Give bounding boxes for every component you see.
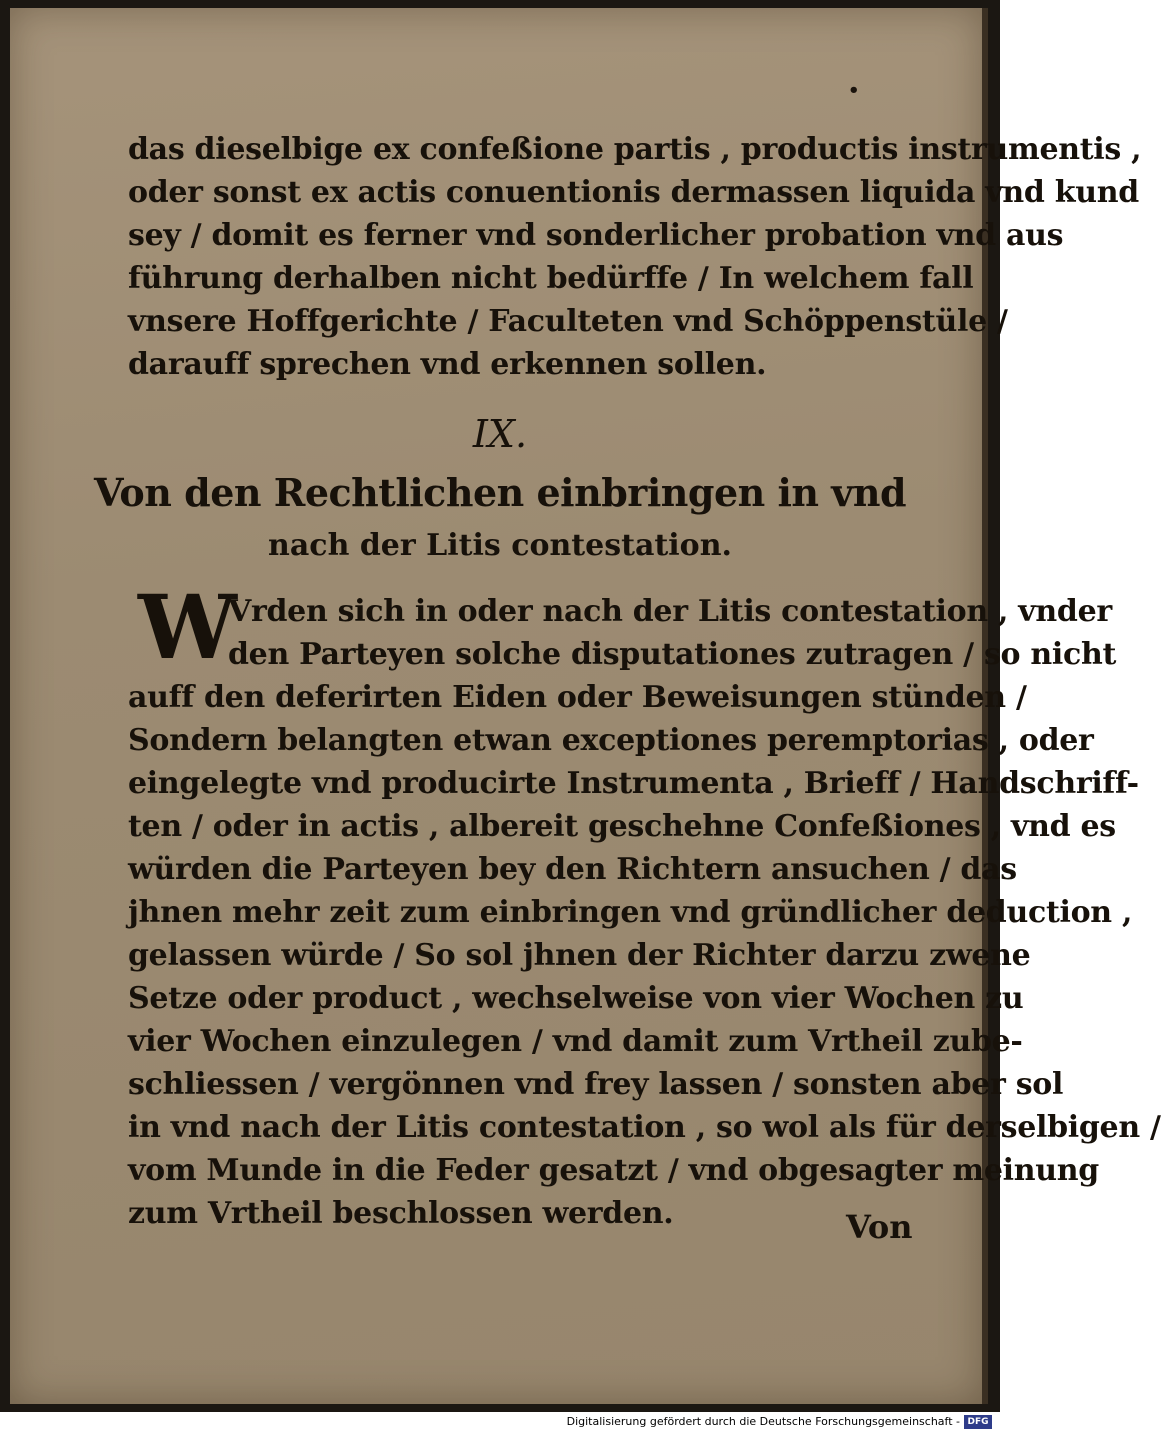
text-line: vnsere Hoffgerichte / Faculteten vnd Schöppenstüle /: [128, 304, 1008, 339]
top-paragraph: [128, 128, 1142, 386]
text-line: führung derhalben nicht bedürffe / In welchem fall: [128, 261, 974, 296]
text-line: gelassen würde / So sol jhnen der Richter darzu zwene: [128, 938, 1031, 973]
text-line: den Parteyen solche disputationes zutragen / so nicht: [228, 637, 1117, 672]
text-line: schliessen / vergönnen vnd frey lassen / sonsten aber sol: [128, 1067, 1064, 1102]
text-line: sey / domit es ferner vnd sonderlicher probation vnd aus: [128, 218, 1064, 253]
dfg-logo: DFG: [964, 1415, 992, 1429]
chapter-heading: Von den Rechtlichen einbringen in vnd: [93, 470, 907, 515]
chapter-heading-subline: nach der Litis contestation.: [268, 528, 732, 563]
catchword: Von: [846, 1208, 913, 1246]
text-line: Setze oder product , wechselweise von vier Wochen zu: [128, 981, 1024, 1016]
text-line: auff den deferirten Eiden oder Beweisungen stünden /: [128, 680, 1027, 715]
text-line: oder sonst ex actis conuentionis dermassen liquida vnd kund: [128, 175, 1139, 210]
funding-credit: Digitalisierung gefördert durch die Deutsche Forschungsgemeinschaft -: [566, 1415, 960, 1428]
main-paragraph: [128, 590, 1161, 1235]
text-line: Sondern belangten etwan exceptiones peremptorias , oder: [128, 723, 1094, 758]
chapter-number: IX.: [472, 412, 528, 456]
page-mark: •: [848, 80, 860, 101]
text-line: vier Wochen einzulegen / vnd damit zum Vrtheil zube-: [128, 1024, 1023, 1059]
text-line: würden die Parteyen bey den Richtern ansuchen / das: [128, 852, 1017, 887]
footer-bar: [0, 1412, 1000, 1432]
text-line: das dieselbige ex confeßione partis , productis instrumentis ,: [128, 132, 1142, 167]
text-line: Vrden sich in oder nach der Litis contestation , vnder: [228, 594, 1112, 629]
text-line: darauff sprechen vnd erkennen sollen.: [128, 347, 767, 382]
text-line: vom Munde in die Feder gesatzt / vnd obgesagter meinung: [128, 1153, 1099, 1188]
text-line: ten / oder in actis , albereit geschehne Confeßiones , vnd es: [128, 809, 1116, 844]
text-line: jhnen mehr zeit zum einbringen vnd gründlicher deduction ,: [128, 895, 1133, 930]
text-line: in vnd nach der Litis contestation , so wol als für derselbigen /: [128, 1110, 1161, 1145]
text-line: zum Vrtheil beschlossen werden.: [128, 1196, 674, 1231]
text-line: eingelegte vnd producirte Instrumenta , Brieff / Handschriff-: [128, 766, 1139, 801]
decorated-initial: W: [138, 575, 237, 679]
